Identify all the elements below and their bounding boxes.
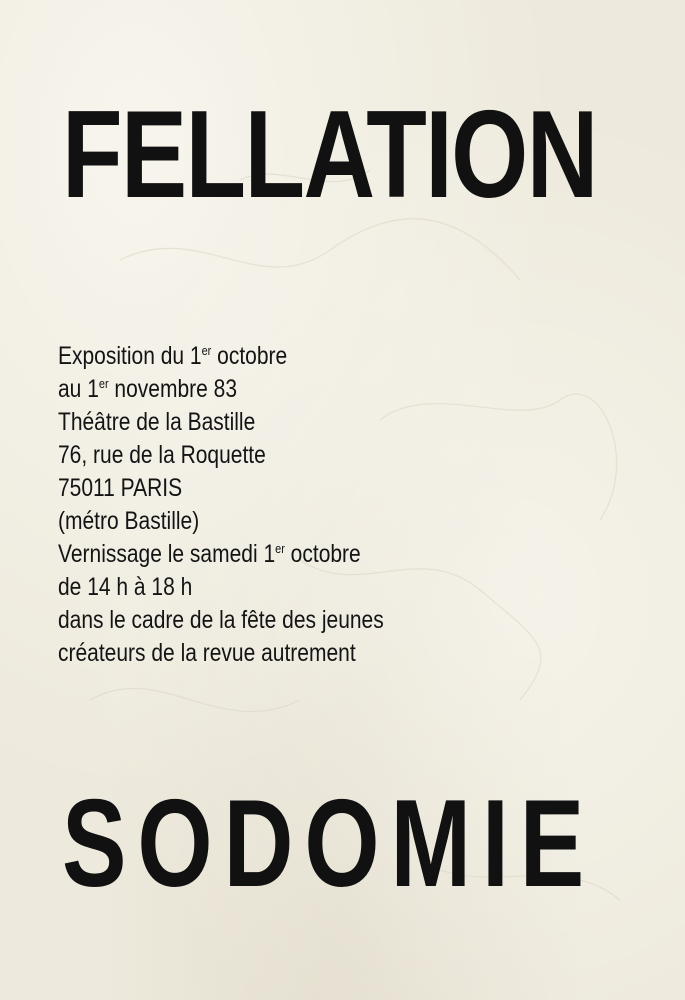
headline-top-text: FELLATION <box>62 86 597 224</box>
info-line-city: 75011 PARIS <box>58 474 183 502</box>
info-line-hours: de 14 h à 18 h <box>58 573 193 601</box>
info-line-1-after: octobre <box>211 342 288 370</box>
info-line-2-after: novembre 83 <box>108 375 238 403</box>
info-line-7-sup: er <box>275 541 285 556</box>
info-line-2-sup: er <box>98 376 109 391</box>
info-line-2-before: au 1 <box>58 375 99 403</box>
info-line-context-2: créateurs de la revue autrement <box>58 639 356 667</box>
info-line-context-1: dans le cadre de la fête des jeunes <box>58 606 384 634</box>
info-line-1-sup: er <box>201 343 212 358</box>
headline-bottom-text: SODOMIE <box>62 775 596 913</box>
info-line-opening <box>58 538 384 571</box>
headline-bottom <box>62 775 622 913</box>
info-line-7-after: octobre <box>284 540 361 568</box>
info-line-dates-start <box>58 340 384 373</box>
info-line-dates-end <box>58 373 384 406</box>
info-line-venue: Théâtre de la Bastille <box>58 408 256 436</box>
info-line-7-before: Vernissage le samedi 1 <box>58 540 276 568</box>
exhibition-info <box>58 340 446 670</box>
info-line-street: 76, rue de la Roquette <box>58 441 266 469</box>
info-line-1-before: Exposition du 1 <box>58 342 202 370</box>
headline-top <box>62 86 622 224</box>
info-line-metro: (métro Bastille) <box>58 507 200 535</box>
